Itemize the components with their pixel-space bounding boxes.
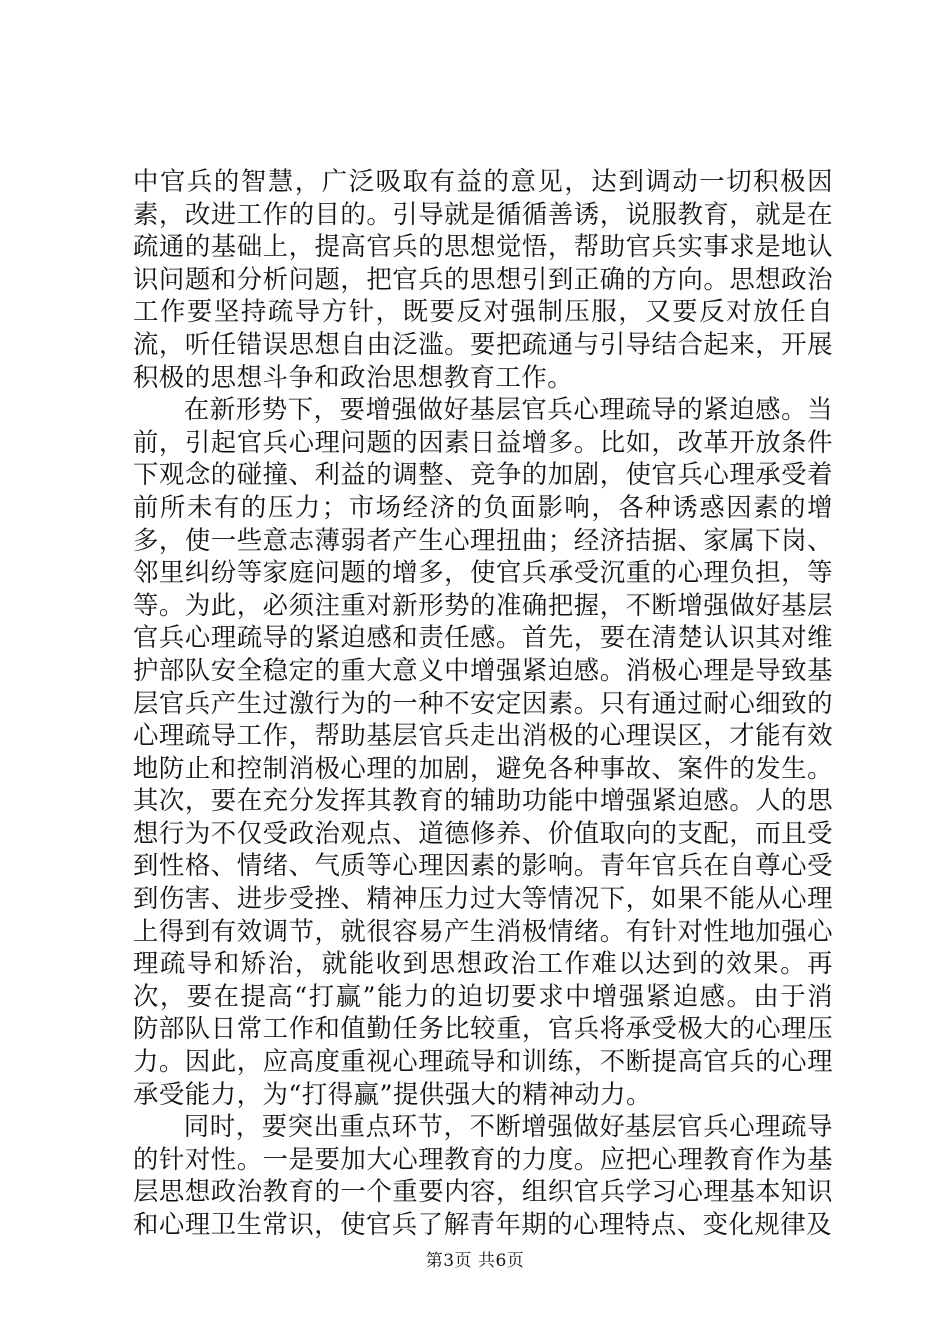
paragraph-3: 同时，要突出重点环节，不断增强做好基层官兵心理疏导的针对性。一是要加大心理教育的力度。应把心理教育作为基层思想政治教育的一个重要内容，组织官兵学习心理基本知识和心理卫生常识，使官兵了解青年期的心理特点、变化规律及 — [133, 1111, 833, 1239]
paragraph-1: 中官兵的智慧，广泛吸取有益的意见，达到调动一切积极因素，改进工作的目的。引导就是循循善诱，说服教育，就是在疏通的基础上，提高官兵的思想觉悟，帮助官兵实事求是地认识问题和分析问题，把官兵的思想引到正确的方向。思想政治工作要坚持疏导方针，既要反对强制压服，又要反对放任自流，听任错误思想自由泛滥。要把疏通与引导结合起来，开展积极的思想斗争和政治思想教育工作。 — [133, 166, 833, 392]
document-body — [133, 165, 833, 1241]
page-number-footer: 第3页 共6页 — [425, 1251, 525, 1271]
paragraph-2: 在新形势下，要增强做好基层官兵心理疏导的紧迫感。当前，引起官兵心理问题的因素日益增多。比如，改革开放条件下观念的碰撞、利益的调整、竞争的加剧，使官兵心理承受着前所未有的压力；市场经济的负面影响，各种诱惑因素的增多，使一些意志薄弱者产生心理扭曲；经济拮据、家属下岗、邻里纠纷等家庭问题的增多，使官兵承受沉重的心理负担，等等。为此，必须注重对新形势的准确把握，不断增强做好基层官兵心理疏导的紧迫感和责任感。首先，要在清楚认识其对维护部队安全稳定的重大意义中增强紧迫感。消极心理是导致基层官兵产生过激行为的一种不安定因素。只有通过耐心细致的心理疏导工作，帮助基层官兵走出消极的心理误区，才能有效地防止和控制消极心理的加剧，避免各种事故、案件的发生。其次，要在充分发挥其教育的辅助功能中增强紧迫感。人的思想行为不仅受政治观点、道德修养、价值取向的支配，而且受到性格、情绪、气质等心理因素的影响。青年官兵在自尊心受到伤害、进步受挫、精神压力过大等情况下，如果不能从心理上得到有效调节，就很容易产生消极情绪。有针对性地加强心理疏导和矫治，就能收到思想政治工作难以达到的效果。再次，要在提高“打赢”能力的迫切要求中增强紧迫感。由于消防部队日常工作和值勤任务比较重，官兵将承受极大的心理压力。因此，应高度重视心理疏导和训练，不断提高官兵的心理承受能力，为“打得赢”提供强大的精神动力。 — [133, 394, 833, 1109]
